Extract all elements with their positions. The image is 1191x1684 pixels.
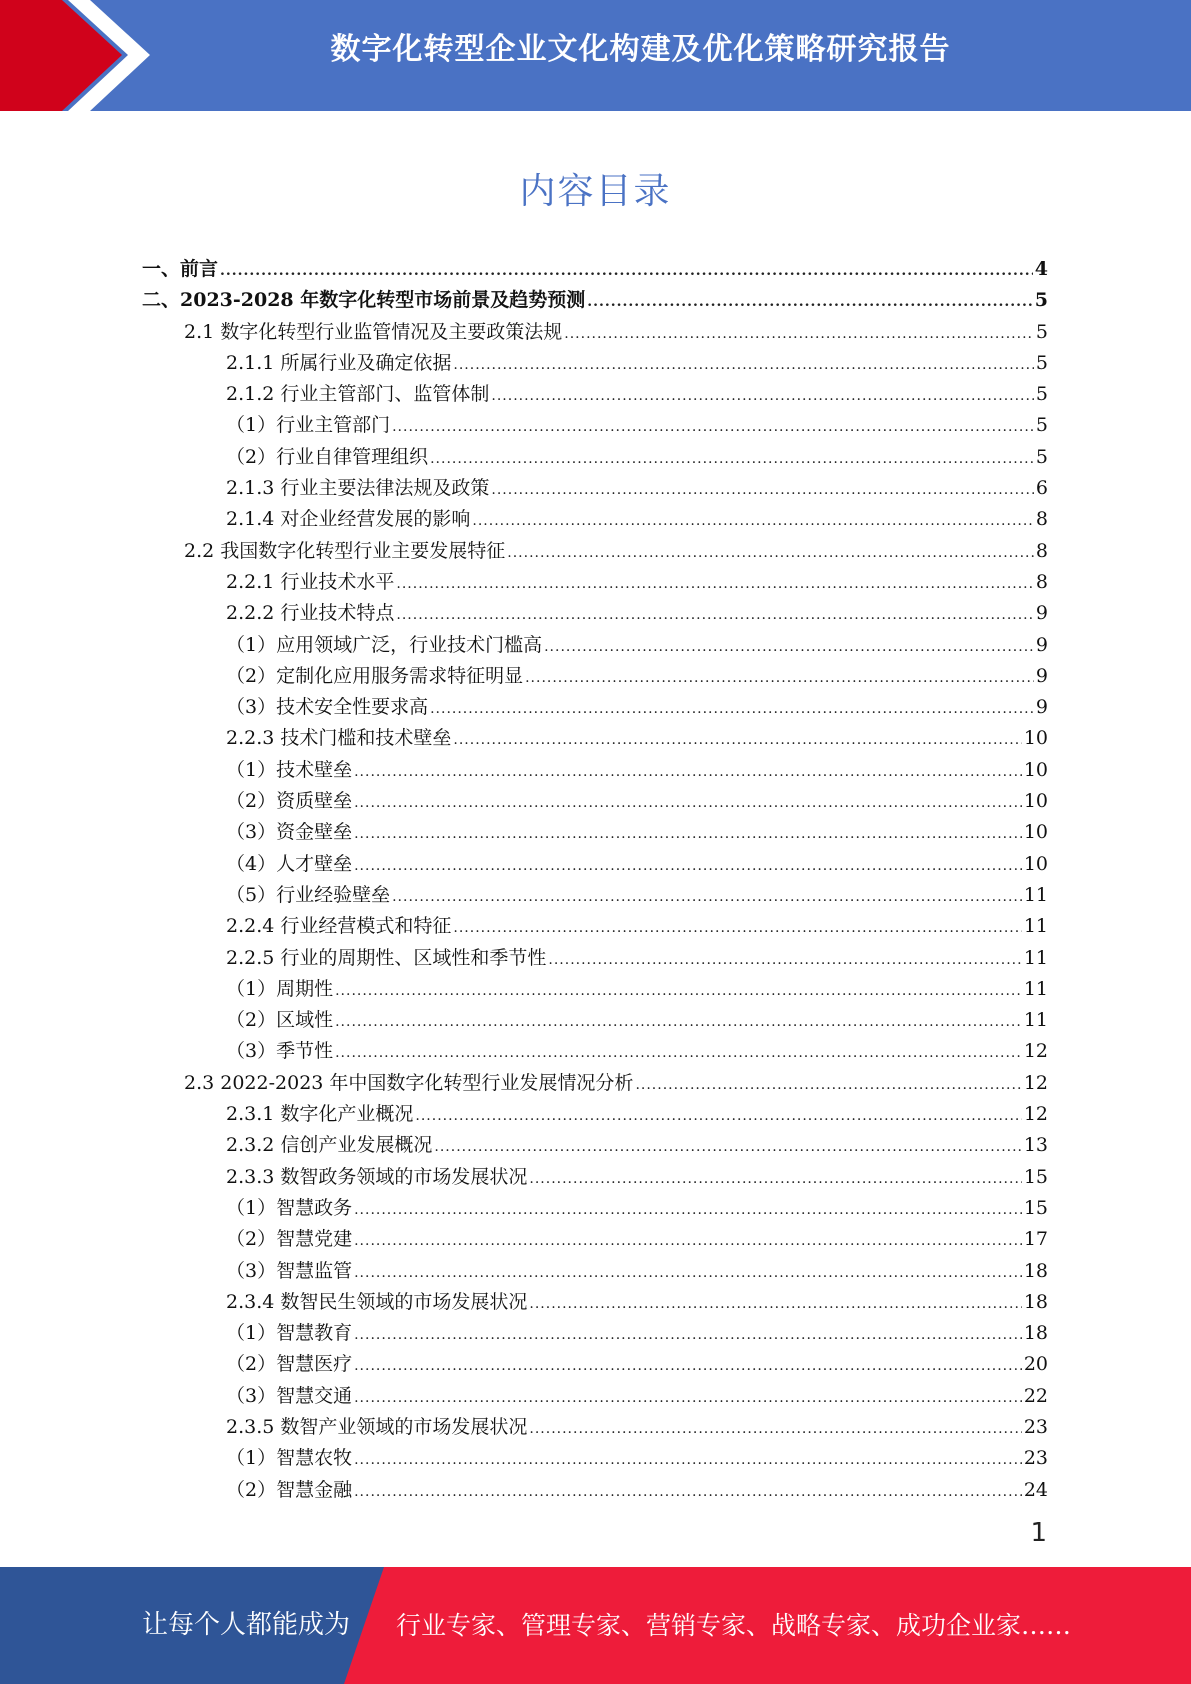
toc-entry[interactable]	[142, 1475, 1048, 1506]
toc-entry-title: 2.2 我国数字化转型行业主要发展特征	[184, 539, 506, 562]
toc-entry[interactable]	[142, 1318, 1048, 1349]
toc-entry[interactable]	[142, 1068, 1048, 1099]
toc-entry-page: 12	[1023, 1103, 1048, 1126]
toc-entry[interactable]	[142, 1256, 1048, 1287]
toc-entry-page: 5	[1035, 351, 1048, 374]
toc-leader-dots	[491, 381, 1034, 412]
toc-leader-dots	[430, 694, 1034, 725]
toc-entry[interactable]	[142, 880, 1048, 911]
toc-leader-dots	[396, 569, 1034, 600]
toc-entry-title: （2）智慧金融	[226, 1478, 353, 1501]
toc-leader-dots	[354, 851, 1022, 882]
toc-leader-dots	[529, 1164, 1021, 1195]
toc-leader-dots	[587, 287, 1033, 318]
toc-leader-dots	[354, 1320, 1022, 1351]
toc-leader-dots	[525, 663, 1034, 694]
toc-entry-title: 2.3.2 信创产业发展概况	[226, 1134, 433, 1157]
toc-entry-page: 10	[1023, 727, 1048, 750]
toc-entry[interactable]	[142, 1193, 1048, 1224]
toc-leader-dots	[354, 1258, 1022, 1289]
page-number: 1	[1030, 1518, 1047, 1548]
toc-entry-page: 10	[1023, 852, 1048, 875]
report-title: 数字化转型企业文化构建及优化策略研究报告	[330, 32, 951, 67]
toc-entry[interactable]	[142, 473, 1048, 504]
toc-entry[interactable]	[142, 254, 1048, 285]
toc-entry-title: 2.1.4 对企业经营发展的影响	[226, 508, 471, 531]
toc-entry-page: 5	[1034, 289, 1048, 312]
toc-entry[interactable]	[142, 598, 1048, 629]
toc-entry-title: 2.2.2 行业技术特点	[226, 602, 395, 625]
toc-entry-page: 18	[1023, 1322, 1048, 1345]
toc-leader-dots	[434, 1132, 1021, 1163]
toc-entry-page: 15	[1023, 1196, 1048, 1219]
toc-entry[interactable]	[142, 567, 1048, 598]
toc-entry-title: 2.2.3 技术门槛和技术壁垒	[226, 727, 452, 750]
toc-entry[interactable]	[142, 786, 1048, 817]
toc-entry-page: 20	[1023, 1353, 1048, 1376]
toc-entry-title: （3）资金壁垒	[226, 821, 353, 844]
toc-leader-dots	[453, 725, 1021, 756]
toc-leader-dots	[335, 976, 1022, 1007]
toc-leader-dots	[472, 506, 1034, 537]
toc-entry-title: （3）技术安全性要求高	[226, 696, 429, 719]
toc-entry-page: 11	[1023, 915, 1048, 938]
toc-entry[interactable]	[142, 1162, 1048, 1193]
toc-entry-page: 4	[1034, 258, 1048, 280]
toc-entry-page: 5	[1035, 414, 1048, 437]
toc-entry[interactable]	[142, 1381, 1048, 1412]
toc-entry[interactable]	[142, 410, 1048, 441]
toc-entry-page: 15	[1023, 1165, 1048, 1188]
toc-entry[interactable]	[142, 1349, 1048, 1380]
toc-leader-dots	[354, 1383, 1022, 1414]
toc-entry-title: 2.1.2 行业主管部门、监管体制	[226, 383, 490, 406]
toc-entry[interactable]	[142, 504, 1048, 535]
toc-entry-title: 2.2.4 行业经营模式和特征	[226, 915, 452, 938]
toc-entry[interactable]	[142, 1036, 1048, 1067]
toc-entry-page: 9	[1035, 664, 1048, 687]
toc-entry[interactable]	[142, 943, 1048, 974]
toc-entry-page: 9	[1035, 602, 1048, 625]
toc-entry-page: 8	[1035, 539, 1048, 562]
toc-leader-dots	[354, 788, 1022, 819]
toc-entry-page: 8	[1035, 570, 1048, 593]
toc-entry-page: 8	[1035, 508, 1048, 531]
toc-entry[interactable]	[142, 1412, 1048, 1443]
toc-entry-page: 24	[1023, 1478, 1048, 1501]
toc-entry-title: （2）区域性	[226, 1009, 334, 1032]
toc-entry-page: 10	[1023, 821, 1048, 844]
toc-entry-page: 5	[1035, 383, 1048, 406]
toc-entry-title: （1）周期性	[226, 977, 334, 1000]
toc-entry-page: 12	[1023, 1071, 1048, 1094]
toc-entry[interactable]	[142, 974, 1048, 1005]
toc-entry-page: 22	[1023, 1384, 1048, 1407]
toc-entry-title: （2）行业自律管理组织	[226, 445, 429, 468]
toc-entry[interactable]	[142, 817, 1048, 848]
toc-entry[interactable]	[142, 1099, 1048, 1130]
toc-entry-title: 一、前言	[142, 258, 219, 280]
toc-leader-dots	[354, 1477, 1022, 1508]
toc-entry-title: （5）行业经验壁垒	[226, 883, 391, 906]
footer-slogan-left: 让每个人都能成为	[142, 1610, 351, 1640]
toc-entry[interactable]	[142, 692, 1048, 723]
toc-entry-page: 6	[1035, 477, 1048, 500]
toc-entry[interactable]	[142, 1005, 1048, 1036]
toc-entry-page: 18	[1023, 1259, 1048, 1282]
toc-entry-title: （4）人才壁垒	[226, 852, 353, 875]
toc-entry[interactable]	[142, 755, 1048, 786]
toc-entry-title: （1）智慧农牧	[226, 1447, 353, 1470]
toc-leader-dots	[529, 1289, 1021, 1320]
toc-entry-title: （1）技术壁垒	[226, 758, 353, 781]
toc-entry[interactable]	[142, 911, 1048, 942]
toc-leader-dots	[354, 819, 1022, 850]
toc-entry-page: 10	[1023, 790, 1048, 813]
toc-entry-title: （1）行业主管部门	[226, 414, 391, 437]
toc-entry[interactable]	[142, 1287, 1048, 1318]
toc-entry[interactable]	[142, 723, 1048, 754]
toc-entry-title: 2.3.4 数智民生领域的市场发展状况	[226, 1290, 528, 1313]
toc-leader-dots	[220, 256, 1033, 287]
toc-entry-page: 9	[1035, 633, 1048, 656]
toc-leader-dots	[354, 1351, 1022, 1382]
toc-entry-title: （2）定制化应用服务需求特征明显	[226, 664, 524, 687]
toc-entry-page: 17	[1023, 1228, 1048, 1251]
toc-entry[interactable]	[142, 849, 1048, 880]
toc-leader-dots	[430, 444, 1034, 475]
toc-leader-dots	[354, 757, 1022, 788]
toc-entry-page: 11	[1023, 883, 1048, 906]
toc-leader-dots	[392, 412, 1034, 443]
toc-leader-dots	[507, 538, 1034, 569]
toc-entry-title: （2）智慧党建	[226, 1228, 353, 1251]
toc-entry-title: （3）智慧监管	[226, 1259, 353, 1282]
toc-entry[interactable]	[142, 1130, 1048, 1161]
toc-leader-dots	[453, 913, 1021, 944]
toc-entry-page: 13	[1023, 1134, 1048, 1157]
toc-entry[interactable]	[142, 1224, 1048, 1255]
toc-entry[interactable]	[142, 1443, 1048, 1474]
toc-entry-page: 11	[1023, 1009, 1048, 1032]
toc-entry[interactable]	[142, 379, 1048, 410]
toc-leader-dots	[392, 882, 1022, 913]
toc-entry-page: 18	[1023, 1290, 1048, 1313]
toc-entry-title: 2.2.1 行业技术水平	[226, 570, 395, 593]
toc-leader-dots	[335, 1007, 1022, 1038]
toc-entry-title: （2）智慧医疗	[226, 1353, 353, 1376]
toc-entry-title: （3）季节性	[226, 1040, 334, 1063]
toc-entry-page: 9	[1035, 696, 1048, 719]
toc-entry-page: 11	[1023, 946, 1048, 969]
toc-entry[interactable]	[142, 317, 1048, 348]
toc-leader-dots	[635, 1070, 1021, 1101]
toc-entry-page: 5	[1035, 320, 1048, 343]
toc-leader-dots	[453, 350, 1034, 381]
toc-entry-page: 12	[1023, 1040, 1048, 1063]
toc-entry[interactable]	[142, 661, 1048, 692]
toc-entry-title: （3）智慧交通	[226, 1384, 353, 1407]
toc-entry[interactable]	[142, 348, 1048, 379]
toc-entry[interactable]	[142, 630, 1048, 661]
toc-leader-dots	[548, 945, 1021, 976]
toc-leader-dots	[354, 1445, 1022, 1476]
table-of-contents	[142, 254, 1048, 1506]
toc-entry-title: （1）智慧政务	[226, 1196, 353, 1219]
toc-entry-page: 23	[1023, 1415, 1048, 1438]
toc-entry-page: 5	[1035, 445, 1048, 468]
toc-entry-title: 二、2023-2028 年数字化转型市场前景及趋势预测	[142, 289, 586, 312]
footer-banner	[0, 1567, 1191, 1684]
toc-entry-title: 2.3.3 数智政务领域的市场发展状况	[226, 1165, 528, 1188]
toc-leader-dots	[396, 600, 1034, 631]
toc-leader-dots	[335, 1038, 1022, 1069]
toc-heading: 内容目录	[519, 171, 672, 212]
toc-leader-dots	[354, 1226, 1022, 1257]
toc-entry-page: 10	[1023, 758, 1048, 781]
toc-leader-dots	[544, 632, 1034, 663]
toc-entry[interactable]	[142, 442, 1048, 473]
toc-leader-dots	[415, 1101, 1021, 1132]
toc-entry-title: 2.3.5 数智产业领域的市场发展状况	[226, 1415, 528, 1438]
toc-entry[interactable]	[142, 536, 1048, 567]
toc-entry-title: 2.1.1 所属行业及确定依据	[226, 351, 452, 374]
toc-entry-title: 2.1.3 行业主要法律法规及政策	[226, 477, 490, 500]
toc-entry-title: 2.1 数字化转型行业监管情况及主要政策法规	[184, 320, 563, 343]
toc-entry-page: 11	[1023, 977, 1048, 1000]
toc-entry-title: 2.3.1 数字化产业概况	[226, 1103, 414, 1126]
toc-entry-page: 23	[1023, 1447, 1048, 1470]
toc-leader-dots	[354, 1195, 1022, 1226]
toc-leader-dots	[529, 1414, 1021, 1445]
toc-entry-title: （1）智慧教育	[226, 1322, 353, 1345]
footer-slogan-right: 行业专家、管理专家、营销专家、战略专家、成功企业家……	[396, 1611, 1072, 1640]
toc-leader-dots	[564, 319, 1034, 350]
toc-leader-dots	[491, 475, 1034, 506]
toc-entry-title: 2.3 2022-2023 年中国数字化转型行业发展情况分析	[184, 1071, 634, 1094]
header-banner	[0, 0, 1191, 111]
toc-entry-title: （1）应用领域广泛，行业技术门槛高	[226, 633, 543, 656]
toc-entry-title: （2）资质壁垒	[226, 790, 353, 813]
toc-entry[interactable]	[142, 285, 1048, 316]
toc-entry-title: 2.2.5 行业的周期性、区域性和季节性	[226, 946, 547, 969]
